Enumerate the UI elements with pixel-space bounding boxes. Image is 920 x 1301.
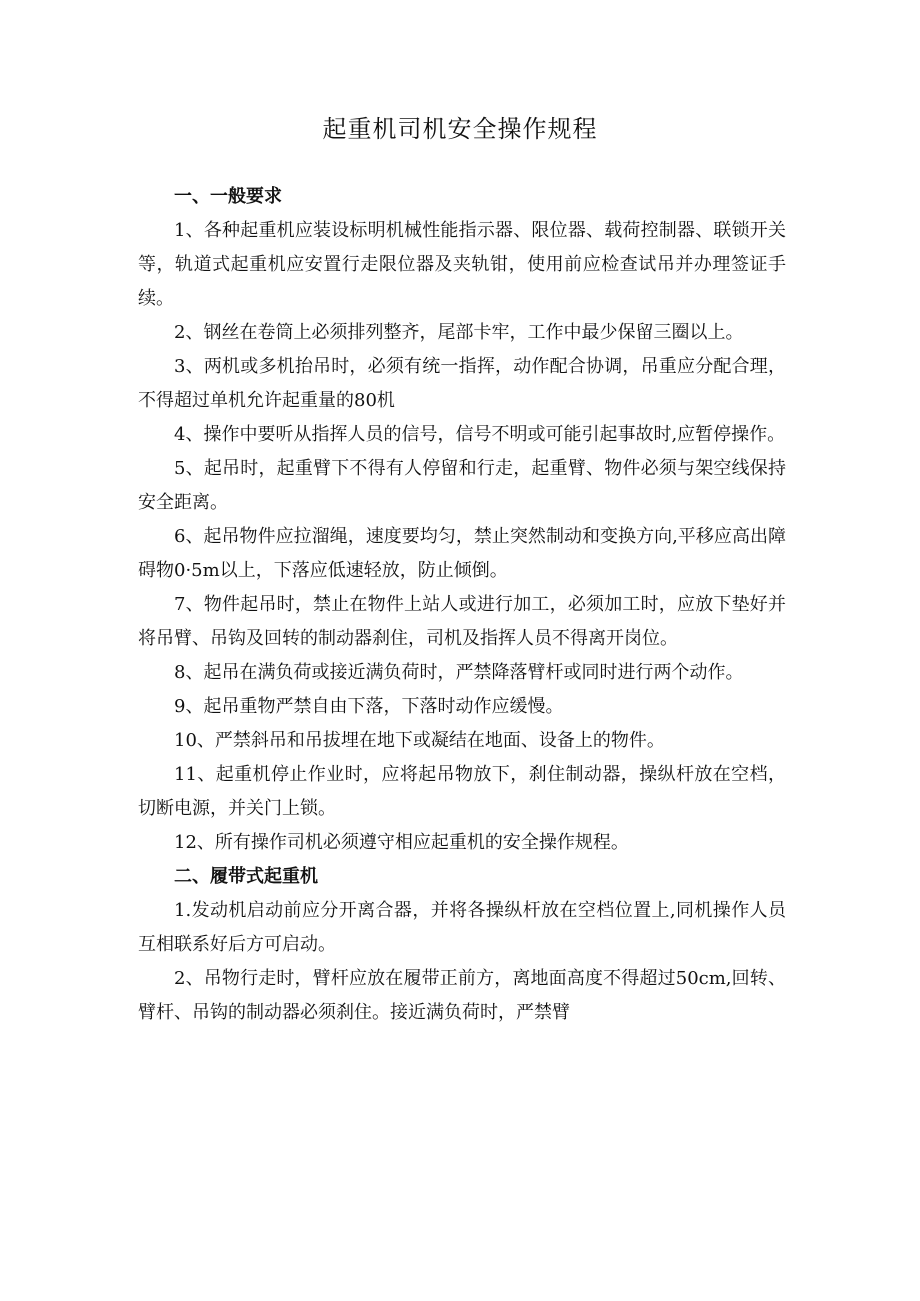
paragraph-item-8: 8、起吊在满负荷或接近满负荷时，严禁降落臂杆或同时进行两个动作。 [174,662,744,683]
document-body [138,180,786,1030]
document-title: 起重机司机安全操作规程 [322,115,598,143]
paragraph-item-1: 1、各种起重机应装设标明机械性能指示器、限位器、载荷控制器、联锁开关等，轨道式起重机应安置行走限位器及夹轨钳，使用前应检查试吊并办理签证手续。 [138,220,786,309]
section-heading-crawler-crane: 二、履带式起重机 [174,866,318,887]
paragraph-item-3: 3、两机或多机抬吊时，必须有统一指挥，动作配合协调，吊重应分配合理，不得超过单机允许起重量的80机 [138,356,786,411]
paragraph-crawler-item-1: 1.发动机启动前应分开离合器，并将各操纵杆放在空档位置上,同机操作人员互相联系好后方可启动。 [138,900,786,955]
paragraph-item-5: 5、起吊时，起重臂下不得有人停留和行走，起重臂、物件必须与架空线保持安全距离。 [138,458,786,513]
section-heading-general: 一、一般要求 [174,186,282,207]
paragraph-crawler-item-2: 2、吊物行走时，臂杆应放在履带正前方，离地面高度不得超过50cm,回转、臂杆、吊钩的制动器必须刹住。接近满负荷时，严禁臂 [138,968,786,1023]
paragraph-item-9: 9、起吊重物严禁自由下落，下落时动作应缓慢。 [174,696,564,717]
paragraph-item-4: 4、操作中要听从指挥人员的信号，信号不明或可能引起事故时,应暂停操作。 [174,424,786,445]
paragraph-item-10: 10、严禁斜吊和吊拔埋在地下或凝结在地面、设备上的物件。 [174,730,665,751]
paragraph-item-11: 11、起重机停止作业时，应将起吊物放下，刹住制动器，操纵杆放在空档，切断电源，并关门上锁。 [138,764,786,819]
paragraph-item-7: 7、物件起吊时，禁止在物件上站人或进行加工，必须加工时，应放下垫好并将吊臂、吊钩及回转的制动器刹住，司机及指挥人员不得离开岗位。 [138,594,786,649]
paragraph-item-12: 12、所有操作司机必须遵守相应起重机的安全操作规程。 [174,832,629,853]
paragraph-item-2: 2、钢丝在卷筒上必须排列整齐，尾部卡牢，工作中最少保留三圈以上。 [174,322,744,343]
paragraph-item-6: 6、起吊物件应拉溜绳，速度要均匀，禁止突然制动和变换方向,平移应高出障碍物0·5m以上，下落应低速轻放，防止倾倒。 [138,526,786,581]
